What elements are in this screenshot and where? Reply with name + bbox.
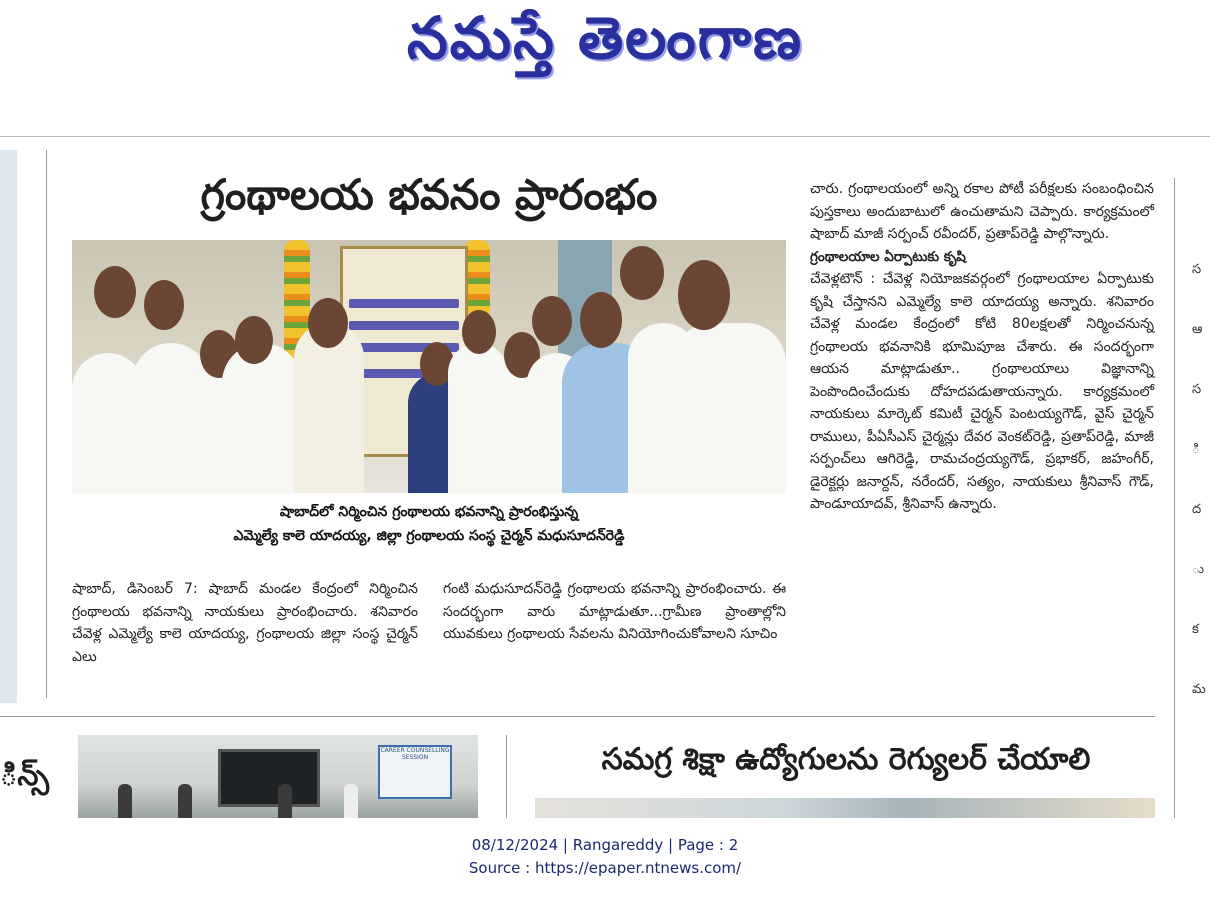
column-rule-bottom	[506, 735, 507, 818]
footer-source: Source : https://epaper.ntnews.com/	[468, 859, 742, 877]
classroom-photo	[78, 735, 478, 818]
text-fragment: ు	[1192, 562, 1205, 577]
story-photo	[72, 240, 786, 493]
story-column-2: గంటి మధుసూదన్‌రెడ్డి గ్రంథాలయ భవనాన్ని ప్రారంభించారు. ఈ సందర్భంగా వారు మాట్లాడుతూ...గ్రామీణ ప్రాంతాల్లోని యువకులు గ్రంథాలయ సేవలను వినియోగించుకోవాలని సూచిం	[443, 581, 786, 642]
story-column-3-intro: చారు. గ్రంథాలయంలో అన్ని రకాల పోటీ పరీక్షలకు సంబంధించిన పుస్తకాలు అందుబాటులో ఉంచుతామని చెప్పారు. కార్యక్రమంలో షాబాద్ మాజీ సర్పంచ్ రవీందర్, ప్రతాప్‌రెడ్డి పాల్గొన్నారు.	[810, 181, 1154, 242]
subheading: గ్రంథాలయాల ఏర్పాటుకు కృషి	[810, 248, 966, 265]
section-divider	[0, 716, 1155, 717]
text-fragment: ద	[1192, 502, 1202, 517]
story-headline-fragment: ిన్స్	[0, 758, 50, 793]
text-fragment: ఆ	[1192, 322, 1203, 337]
masthead	[0, 0, 1210, 110]
caption-line: ఎమ్మెల్యే కాలె యాదయ్య, జిల్లా గ్రంథాలయ సంస్థ చైర్మన్ మధుసూదన్‌రెడ్డి	[233, 528, 625, 544]
story-photo-2	[535, 798, 1155, 818]
projector-screen	[218, 749, 320, 807]
text-fragment: స	[1192, 382, 1202, 397]
newspaper-logo: నమస్తే తెలంగాణ	[407, 4, 803, 72]
story-headline: గ్రంథాలయ భవనం ప్రారంభం	[200, 170, 658, 219]
story-column-3-body: చేవెళ్లటౌన్ : చేవెళ్ల నియోజకవర్గంలో గ్రంథాలయాల ఏర్పాటుకు కృషి చేస్తానని ఎమ్మెల్యే కాలె యాదయ్య అన్నారు. శనివారం చేవెళ్ల మండల కేంద్రంలో కోటి 80లక్షలతో నిర్మించనున్న గ్రంథాలయ భవనానికి భూమిపూజ చేశారు. ఈ సందర్భంగా ఆయన మాట్లాడుతూ.. గ్రంథాలయాలు విజ్ఞానాన్ని పెంపొందించేందుకు దోహదపడుతాయన్నారు. కార్యక్రమంలో నాయకులు మార్కెట్ కమిటీ చైర్మన్ పెంటయ్యగౌడ్, వైస్ చైర్మన్ రాములు, పీఏసీఎస్ చైర్మన్లు దేవర వెంకట్‌రెడ్డి, ప్రతాప్‌రెడ్డి, మాజీ సర్పంచ్‌లు ఆగిరెడ్డి, రామచంద్రయ్యగౌడ్, ప్రభాకర్, జహంగీర్, డైరెక్టర్లు జనార్దన్, నరేందర్, సత్యం, నాయకులు శ్రీనివాస్ గౌడ్, పాండూయాదవ్, శ్రీనివాస్ ఉన్నారు.	[810, 271, 1154, 512]
right-edge-fragments	[1192, 240, 1210, 720]
caption-line: షాబాద్‌లో నిర్మించిన గ్రంథాలయ భవనాన్ని ప్రారంభిస్తున్న	[279, 504, 579, 520]
footer-edition: 08/12/2024 | Rangareddy | Page : 2	[471, 836, 739, 854]
page-footer	[0, 834, 1210, 880]
text-fragment: స	[1192, 262, 1202, 277]
left-page-strip	[0, 150, 17, 703]
story-column-3	[810, 178, 1154, 516]
text-fragment: మ	[1192, 682, 1206, 697]
column-rule-left	[46, 150, 47, 698]
story-headline-2: సమగ్ర శిక్షా ఉద్యోగులను రెగ్యులర్ చేయాలి	[601, 742, 1091, 777]
top-divider	[0, 136, 1210, 137]
counselling-banner: CAREER COUNSELLING SESSION	[378, 745, 452, 799]
text-fragment: క	[1192, 622, 1199, 637]
story-column-1: షాబాద్, డిసెంబర్ 7: షాబాద్ మండల కేంద్రంలో నిర్మించిన గ్రంథాలయ భవనాన్ని నాయకులు ప్రారంభించారు. శనివారం చేవెళ్ల ఎమ్మెల్యే కాలె యాదయ్య, గ్రంథాలయ జిల్లా సంస్థ చైర్మన్ ఎలు	[72, 581, 418, 665]
photo-caption	[72, 500, 786, 548]
column-rule-right	[1174, 178, 1175, 818]
text-fragment: ి	[1192, 442, 1200, 457]
